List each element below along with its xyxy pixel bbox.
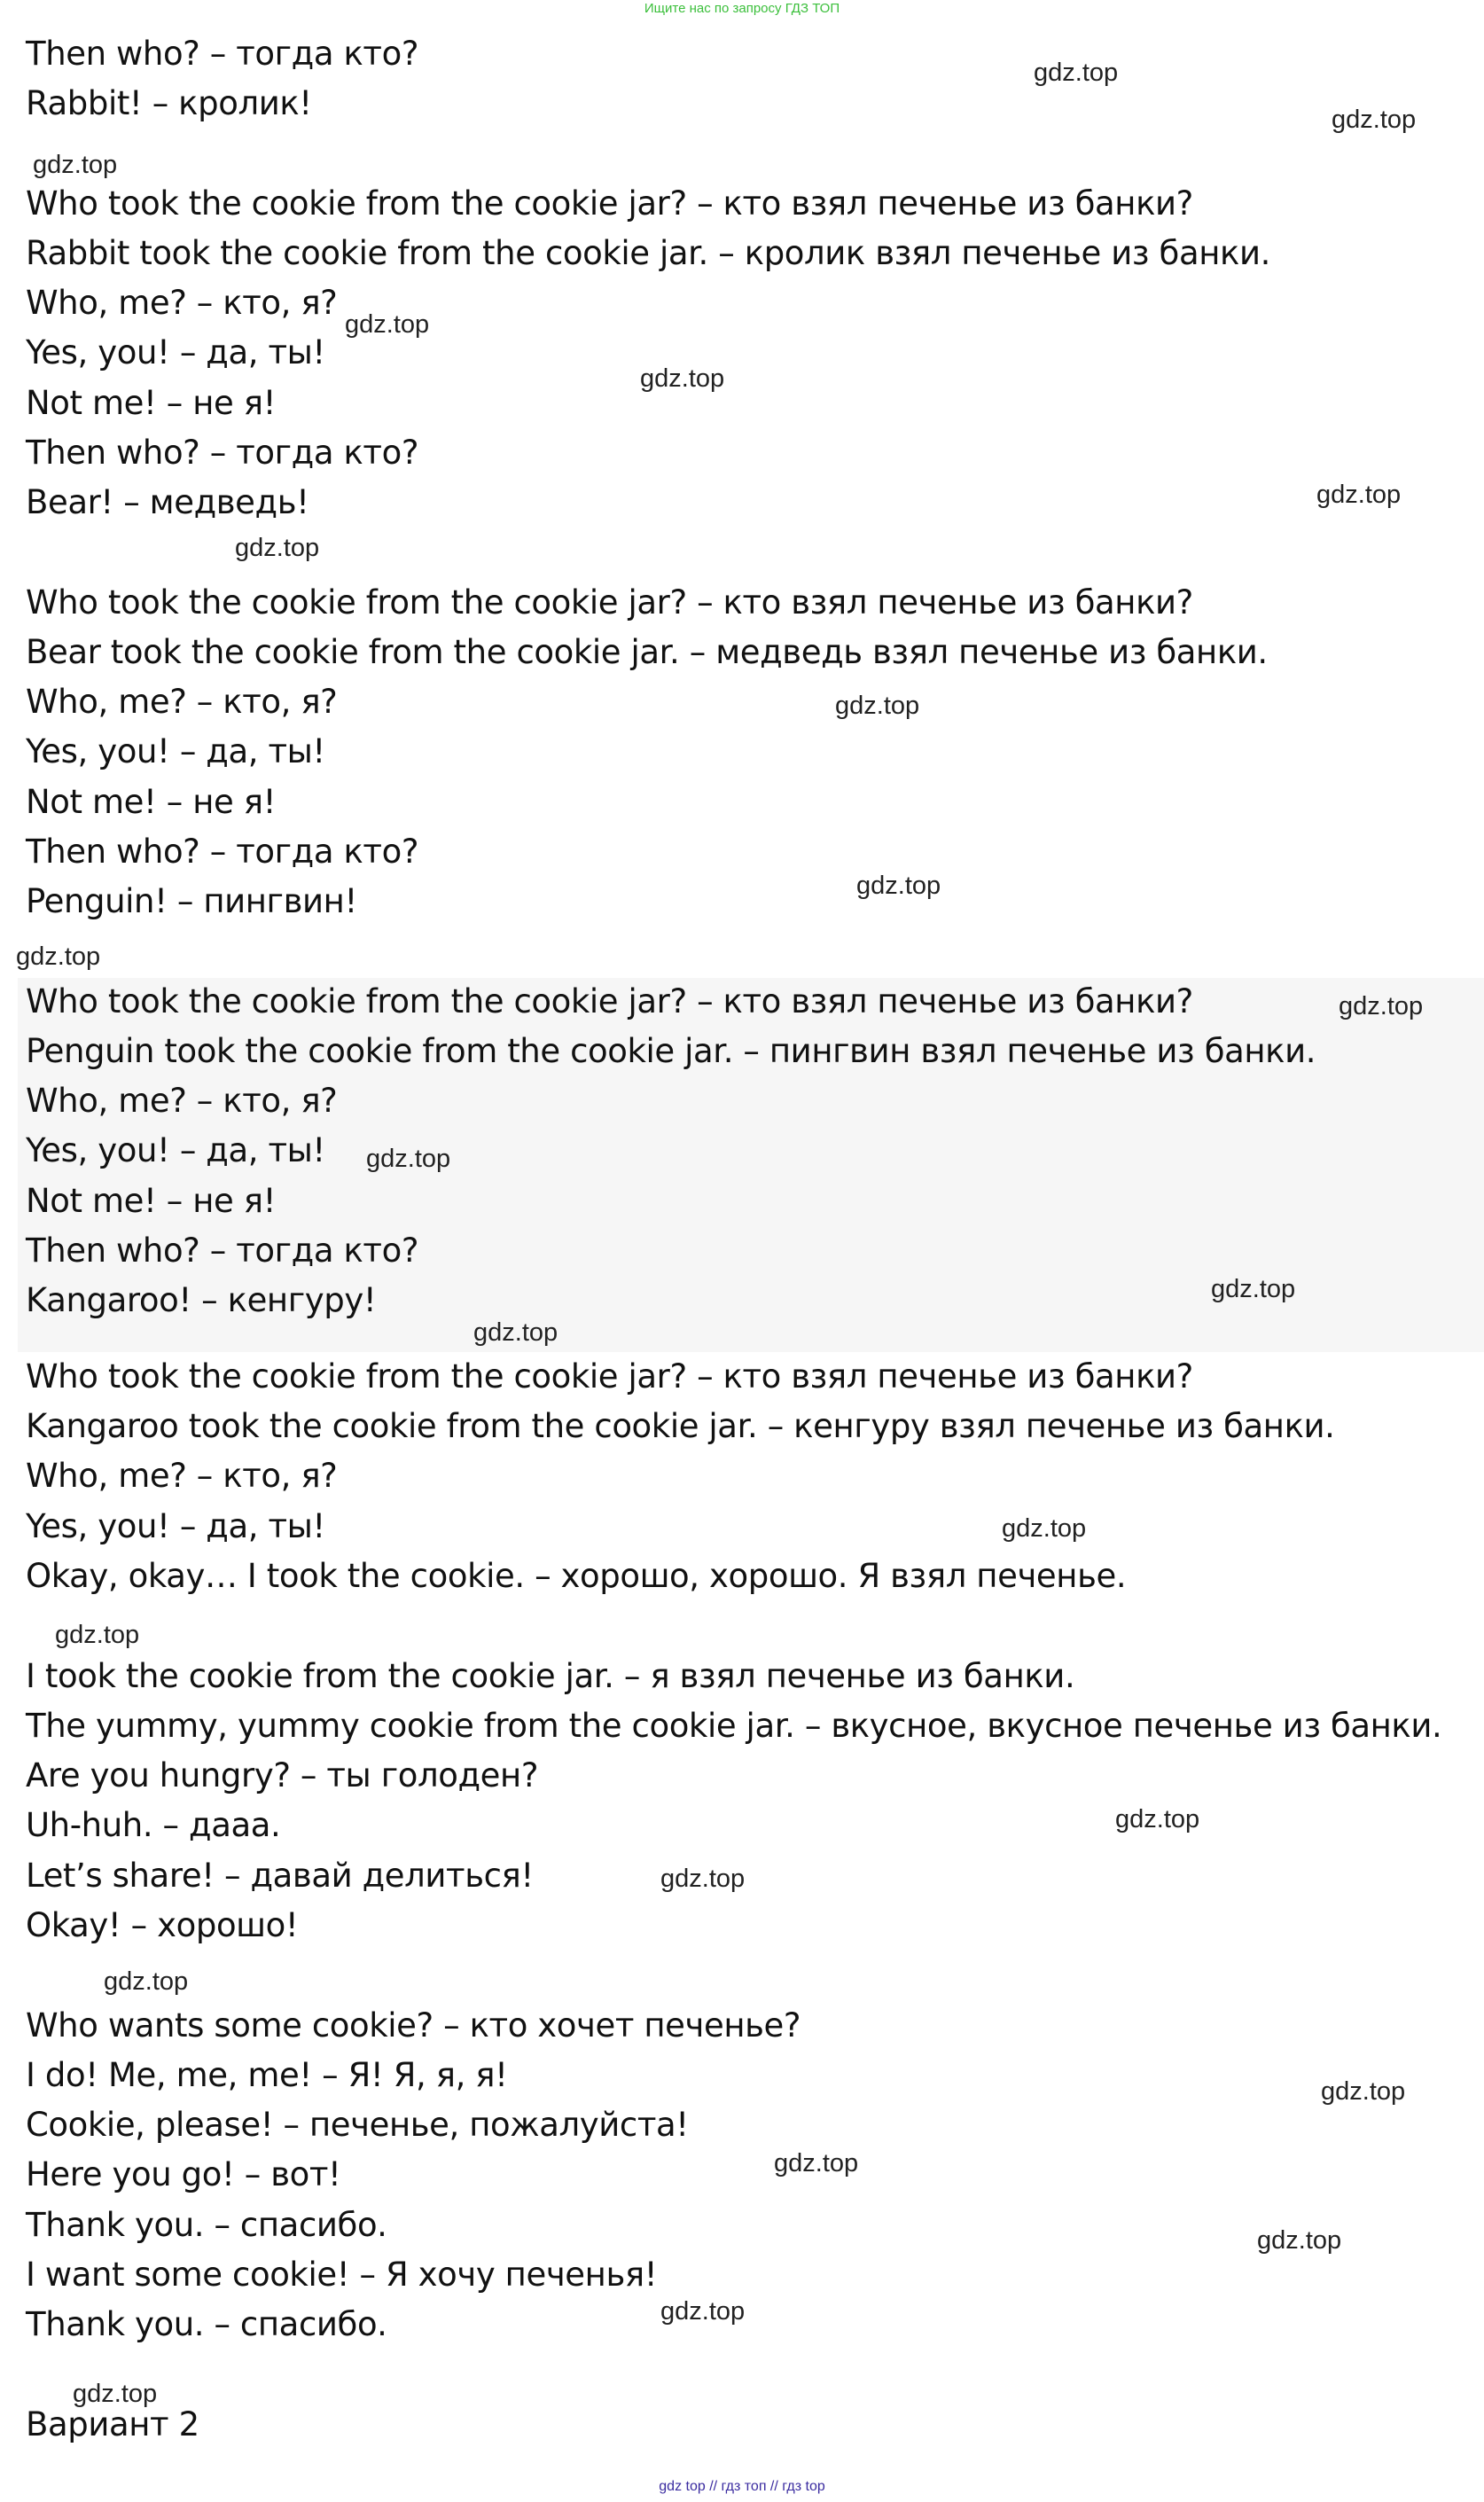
text-line: I do! Me, me, me! – Я! Я, я, я!	[26, 2056, 508, 2094]
text-line: Rabbit took the cookie from the cookie jar. – кролик взял печенье из банки.	[26, 234, 1270, 272]
watermark: gdz.top	[660, 1865, 746, 1893]
text-line: Then who? – тогда кто?	[26, 1231, 419, 1270]
watermark: gdz.top	[640, 364, 725, 393]
text-line: I want some cookie! – Я хочу печенья!	[26, 2256, 658, 2294]
watermark: gdz.top	[55, 1621, 140, 1649]
text-line: Not me! – не я!	[26, 1182, 277, 1220]
watermark: gdz.top	[345, 310, 430, 339]
text-line: Who, me? – кто, я?	[26, 683, 338, 721]
text-line: Yes, you! – да, ты!	[26, 1131, 325, 1169]
text-line: Who, me? – кто, я?	[26, 1082, 338, 1120]
watermark: gdz.top	[1339, 992, 1424, 1020]
text-line: Thank you. – спасибо.	[26, 2305, 387, 2343]
watermark: gdz.top	[104, 1967, 189, 1996]
text-line: Cookie, please! – печенье, пожалуйста!	[26, 2106, 689, 2144]
watermark: gdz.top	[856, 872, 941, 900]
watermark: gdz.top	[660, 2297, 746, 2326]
text-line: Who, me? – кто, я?	[26, 1457, 338, 1495]
watermark: gdz.top	[1002, 1514, 1087, 1543]
top-banner: Ищите нас по запросу ГДЗ ТОП	[644, 1, 840, 16]
text-line: Not me! – не я!	[26, 783, 277, 821]
text-line: Thank you. – спасибо.	[26, 2206, 387, 2244]
text-line: The yummy, yummy cookie from the cookie jar. – вкусное, вкусное печенье из банки.	[26, 1707, 1442, 1745]
watermark: gdz.top	[1211, 1275, 1296, 1303]
text-line: Yes, you! – да, ты!	[26, 333, 325, 371]
text-line: Rabbit! – кролик!	[26, 84, 312, 122]
watermark: gdz.top	[774, 2149, 859, 2178]
text-line: Who took the cookie from the cookie jar? – кто взял печенье из банки?	[26, 982, 1193, 1020]
watermark: gdz.top	[366, 1145, 451, 1173]
watermark: gdz.top	[473, 1318, 558, 1347]
watermark: gdz.top	[16, 942, 101, 971]
text-line: Okay! – хорошо!	[26, 1906, 299, 1944]
text-line: Then who? – тогда кто?	[26, 434, 419, 472]
watermark: gdz.top	[1332, 106, 1417, 134]
text-line: Then who? – тогда кто?	[26, 35, 419, 73]
text-line: Penguin! – пингвин!	[26, 882, 357, 920]
watermark: gdz.top	[1316, 481, 1402, 509]
text-line: Kangaroo took the cookie from the cookie jar. – кенгуру взял печенье из банки.	[26, 1407, 1335, 1445]
text-line: Who, me? – кто, я?	[26, 284, 338, 322]
text-line: Bear! – медведь!	[26, 483, 309, 521]
footer-links: gdz top // гдз топ // гдз top	[659, 2479, 825, 2494]
text-line: Penguin took the cookie from the cookie jar. – пингвин взял печенье из банки.	[26, 1032, 1316, 1070]
watermark: gdz.top	[73, 2380, 158, 2408]
text-line: Kangaroo! – кенгуру!	[26, 1281, 377, 1319]
text-line: Let’s share! – давай делиться!	[26, 1857, 534, 1895]
text-line: Uh-huh. – дааа.	[26, 1806, 281, 1844]
watermark: gdz.top	[1034, 59, 1119, 87]
text-line: Who took the cookie from the cookie jar? – кто взял печенье из банки?	[26, 1357, 1193, 1396]
text-line: Bear took the cookie from the cookie jar. – медведь взял печенье из банки.	[26, 633, 1268, 671]
watermark: gdz.top	[1321, 2077, 1406, 2106]
variant-heading: Вариант 2	[26, 2405, 199, 2443]
text-line: Who took the cookie from the cookie jar? – кто взял печенье из банки?	[26, 184, 1193, 223]
watermark: gdz.top	[235, 534, 320, 562]
watermark: gdz.top	[1257, 2226, 1342, 2255]
text-line: Are you hungry? – ты голоден?	[26, 1756, 539, 1794]
text-line: Who wants some cookie? – кто хочет печенье?	[26, 2006, 801, 2045]
text-line: I took the cookie from the cookie jar. – я взял печенье из банки.	[26, 1657, 1075, 1695]
watermark: gdz.top	[33, 151, 118, 179]
text-line: Who took the cookie from the cookie jar? – кто взял печенье из банки?	[26, 583, 1193, 622]
text-line: Okay, okay… I took the cookie. – хорошо, хорошо. Я взял печенье.	[26, 1557, 1127, 1595]
text-line: Not me! – не я!	[26, 384, 277, 422]
watermark: gdz.top	[1115, 1805, 1200, 1833]
text-line: Then who? – тогда кто?	[26, 833, 419, 871]
text-line: Here you go! – вот!	[26, 2155, 341, 2193]
watermark: gdz.top	[835, 692, 920, 720]
text-line: Yes, you! – да, ты!	[26, 1507, 325, 1545]
text-line: Yes, you! – да, ты!	[26, 732, 325, 770]
